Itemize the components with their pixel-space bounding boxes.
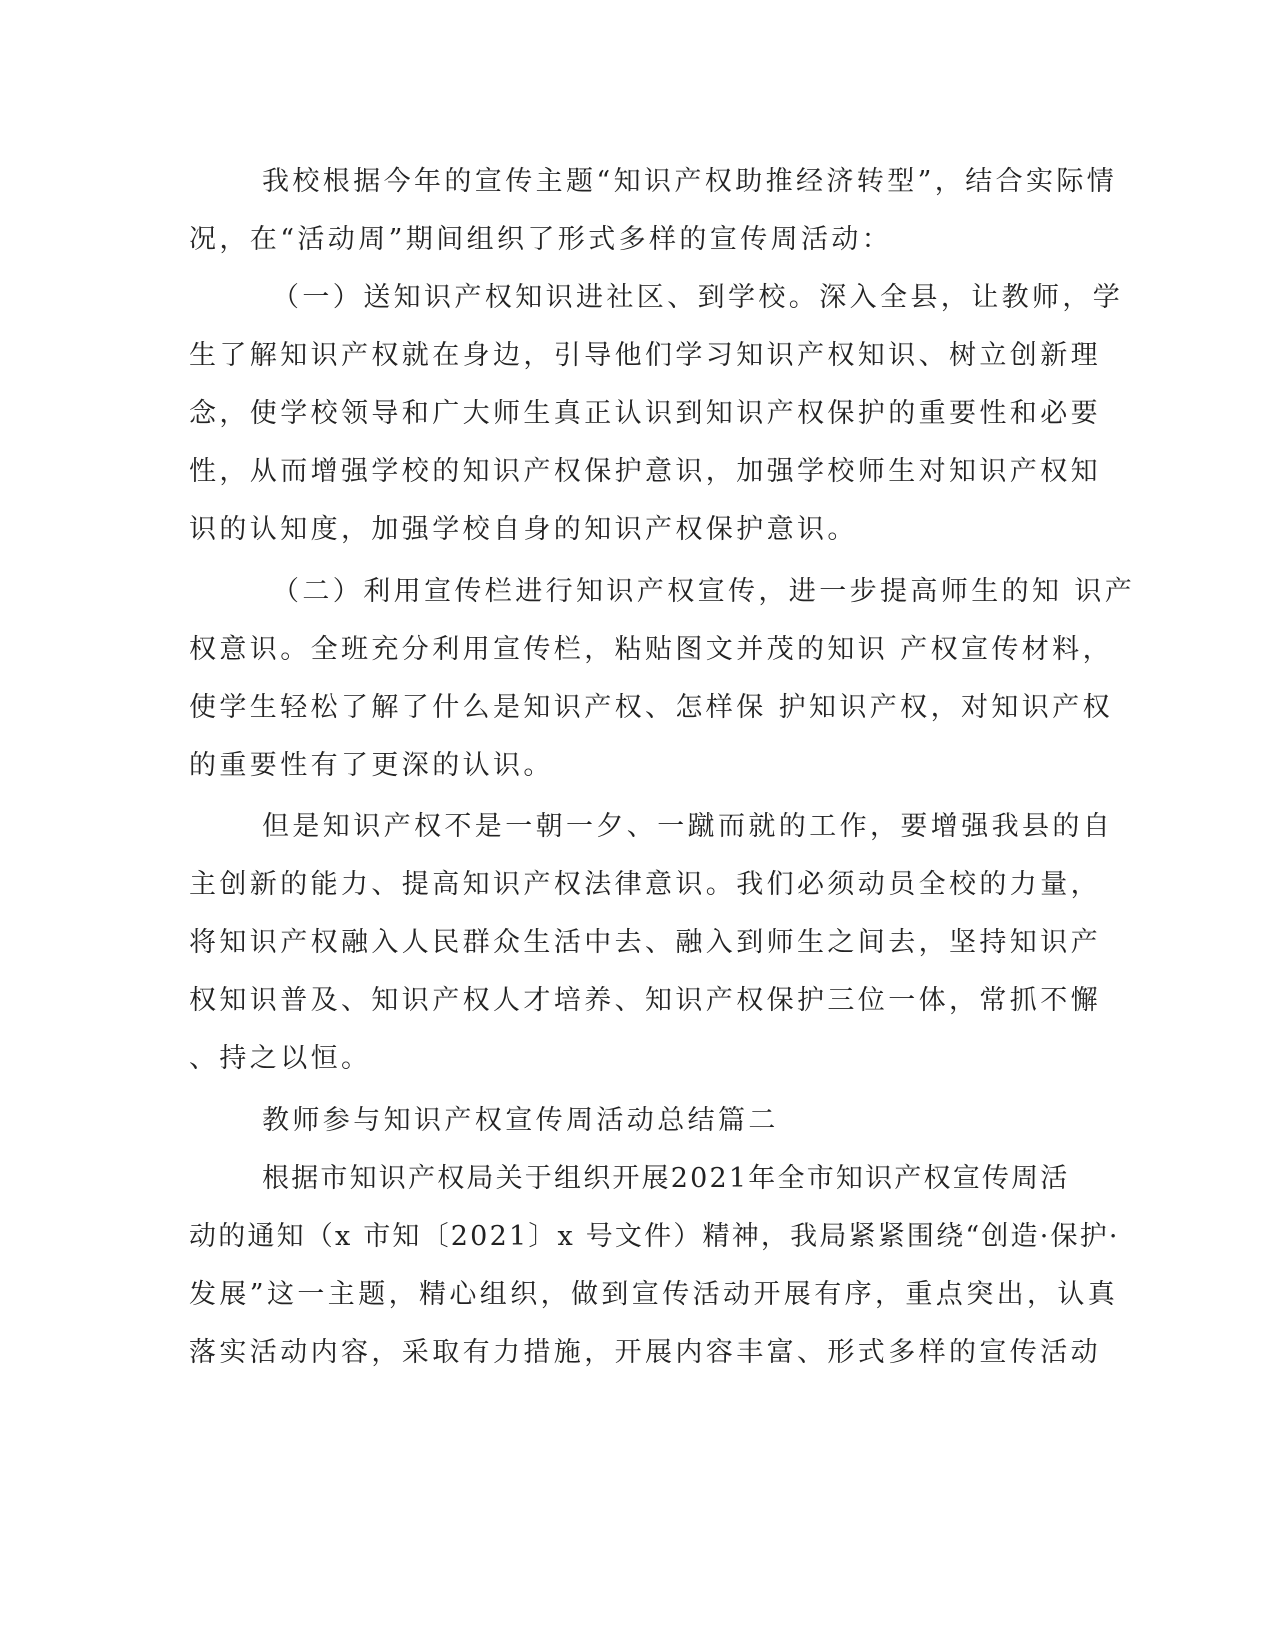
text-line: 发展”这一主题，精心组织，做到宣传活动开展有序，重点突出，认真 bbox=[189, 1279, 1119, 1310]
text-line: 根据市知识产权局关于组织开展2021年全市知识产权宣传周活 bbox=[262, 1163, 1070, 1194]
text-line: 主创新的能力、提高知识产权法律意识。我们必须动员全校的力量， bbox=[189, 869, 1101, 900]
text-line: 的重要性有了更深的认识。 bbox=[189, 750, 554, 781]
text-line: 、持之以恒。 bbox=[189, 1043, 372, 1074]
text-line: 落实活动内容，采取有力措施，开展内容丰富、形式多样的宣传活动 bbox=[189, 1337, 1101, 1368]
text-line: 将知识产权融入人民群众生活中去、融入到师生之间去，坚持知识产 bbox=[189, 927, 1101, 958]
text-line: 权知识普及、知识产权人才培养、知识产权保护三位一体，常抓不懈 bbox=[189, 985, 1101, 1016]
text-line: 我校根据今年的宣传主题“知识产权助推经济转型”，结合实际情 bbox=[262, 166, 1118, 197]
text-line: 念，使学校领导和广大师生真正认识到知识产权保护的重要性和必要 bbox=[189, 398, 1101, 429]
text-line: 动的通知（x 市知〔2021〕x 号文件）精神，我局紧紧围绕“创造·保护· bbox=[189, 1221, 1120, 1252]
text-line: （一）送知识产权知识进社区、到学校。深入全县，让教师，学 bbox=[272, 282, 1124, 313]
text-line: 况，在“活动周”期间组织了形式多样的宣传周活动： bbox=[189, 224, 893, 255]
text-line: 生了解知识产权就在身边，引导他们学习知识产权知识、树立创新理 bbox=[189, 340, 1101, 371]
text-line: 使学生轻松了解了什么是知识产权、怎样保 护知识产权，对知识产权 bbox=[189, 692, 1113, 723]
text-line: 权意识。全班充分利用宣传栏，粘贴图文并茂的知识 产权宣传材料， bbox=[189, 634, 1113, 665]
text-line: 识的认知度，加强学校自身的知识产权保护意识。 bbox=[189, 514, 858, 545]
text-line: 性，从而增强学校的知识产权保护意识，加强学校师生对知识产权知 bbox=[189, 456, 1101, 487]
text-line: 但是知识产权不是一朝一夕、一蹴而就的工作，要增强我县的自 bbox=[262, 811, 1114, 842]
text-line: （二）利用宣传栏进行知识产权宣传，进一步提高师生的知 识产 bbox=[272, 576, 1136, 607]
section-heading: 教师参与知识产权宣传周活动总结篇二 bbox=[262, 1105, 779, 1136]
